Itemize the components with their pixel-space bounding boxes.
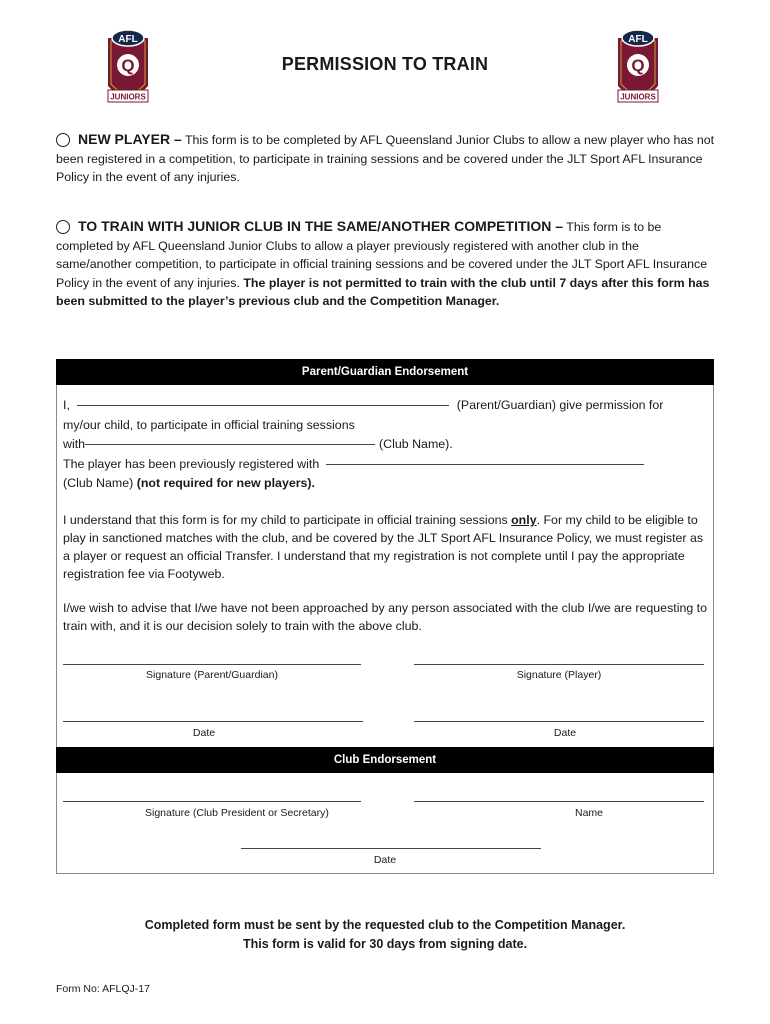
- player-signature-line[interactable]: [414, 664, 704, 665]
- club-signature-line[interactable]: [63, 801, 361, 802]
- understanding-paragraph: I understand that this form is for my child to participate in official training sessions only. For my child to be eligible to play in sanctioned matches with the club, and be covered by the JLT Sport AFL Insurance Policy, we must register as a player or request an official Transfer. I understand that my registration is not complete until I pay the appropriate registration fee via Footyweb.: [63, 513, 704, 581]
- club-signature-label: Signature (Club President or Secretary): [145, 807, 329, 819]
- footer-line-1: Completed form must be sent by the requested club to the Competition Manager.: [144, 918, 626, 932]
- new-players-note: (not required for new players).: [136, 476, 316, 490]
- footer-line-2: This form is valid for 30 days from signing date.: [242, 937, 528, 951]
- player-date-label: Date: [553, 727, 577, 739]
- transfer-radio[interactable]: [56, 220, 70, 234]
- new-player-heading: NEW PLAYER –: [78, 131, 182, 147]
- new-player-radio[interactable]: [56, 133, 70, 147]
- logo-bottom-text: JUNIORS: [110, 92, 146, 102]
- logo-bottom-text: JUNIORS: [620, 92, 656, 102]
- parent-fields: [63, 396, 708, 494]
- only-emphasis: only: [511, 513, 537, 527]
- parent-guardian-band: Parent/Guardian Endorsement: [56, 359, 714, 385]
- transfer-description: This form is to be completed by AFL Queensland Junior Clubs to allow a player previously registered with another club in the same/another competition, to participate in official training sessions and be covered under the JLT Sport AFL Insurance Policy in the event of any injuries.: [56, 220, 708, 290]
- parent-signature-label: Signature (Parent/Guardian): [146, 669, 278, 681]
- player-date-line[interactable]: [414, 721, 704, 722]
- logo-letter: Q: [631, 56, 645, 75]
- transfer-option: [56, 217, 716, 311]
- previous-club-label: (Club Name): [63, 476, 134, 490]
- club-name-signature-label: Name: [574, 807, 603, 819]
- parent-date-line[interactable]: [63, 721, 363, 722]
- club-date-label: Date: [373, 854, 397, 866]
- club-name-signature-line[interactable]: [414, 801, 704, 802]
- club-endorsement-band: Club Endorsement: [56, 747, 714, 773]
- page-title: PERMISSION TO TRAIN: [281, 54, 489, 74]
- logo-top-text: AFL: [628, 34, 648, 45]
- club-date-line[interactable]: [241, 848, 541, 849]
- permission-label: (Parent/Guardian) give permission for: [456, 398, 664, 412]
- form-number: Form No: AFLQJ-17: [56, 983, 150, 995]
- transfer-warning: The player is not permitted to train with the club until 7 days after this form has been submitted to the player’s previous club and the Competition Manager.: [56, 275, 710, 308]
- advice-paragraph: I/we wish to advise that I/we have not been approached by any person associated with the club I/we are requesting to train with, and it is our decision solely to train with the above club.: [63, 601, 708, 633]
- logo-letter: Q: [121, 56, 135, 75]
- club-name-label: (Club Name).: [379, 437, 453, 451]
- i-label: I,: [63, 398, 70, 412]
- logo-top-text: AFL: [118, 34, 138, 45]
- club-name-line[interactable]: [85, 444, 375, 445]
- previous-club-line[interactable]: [326, 464, 644, 465]
- footer-instructions: [0, 916, 770, 954]
- player-signature-label: Signature (Player): [516, 669, 602, 681]
- new-player-option: [56, 130, 716, 187]
- previously-registered-label: The player has been previously registered with: [63, 456, 320, 471]
- new-player-description: This form is to be completed by AFL Queensland Junior Clubs to allow a new player who has not been registered in a competition, to participate in training sessions and be covered under the JLT Sport AFL Insurance Policy in the event of any injuries.: [56, 133, 715, 184]
- transfer-heading: TO TRAIN WITH JUNIOR CLUB IN THE SAME/ANOTHER COMPETITION –: [78, 218, 564, 234]
- child-training-text: my/our child, to participate in official training sessions: [63, 417, 355, 432]
- parent-signature-line[interactable]: [63, 664, 361, 665]
- with-label: with: [63, 437, 86, 451]
- parent-name-line[interactable]: [77, 405, 449, 406]
- parent-date-label: Date: [192, 727, 216, 739]
